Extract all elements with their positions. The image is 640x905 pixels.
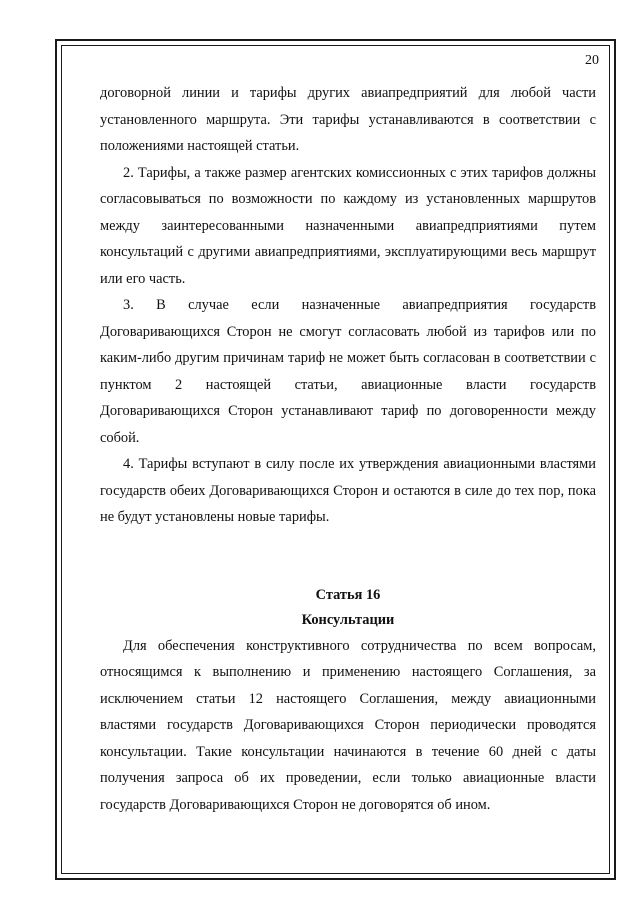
article-title: Статья 16 bbox=[315, 586, 381, 603]
document-body bbox=[100, 80, 596, 818]
paragraph-continuation: договорной линии и тарифы других авиапредприятий для любой части установленного маршрута. Эти тарифы устанавливаются в соответствии с положениями настоящей статьи. bbox=[100, 85, 596, 154]
article-body-paragraph: Для обеспечения конструктивного сотрудничества по всем вопросам, относящимся к выполнению и применению настоящего Соглашения, за исключением статьи 12 настоящего Соглашения, между авиационными властями государств Договаривающихся Сторон периодически проводятся консультации. Такие консультации начинаются в течение 60 дней с даты получения запроса об их проведении, если только авиационные власти государств Договаривающихся Сторон не договорятся об ином. bbox=[100, 637, 596, 813]
paragraph-item-4: 4. Тарифы вступают в силу после их утверждения авиационными властями государств обеих Договаривающихся Сторон и остаются в силе до тех пор, пока не будут установлены новые тарифы. bbox=[100, 456, 596, 525]
page-number: 20 bbox=[585, 53, 599, 68]
paragraph-item-2: 2. Тарифы, а также размер агентских комиссионных с этих тарифов должны согласовываться по возможности по каждому из установленных маршрутов между заинтересованными назначенными авиапредприятиями путем консультаций с другими авиапредприятиями, эксплуатирующими весь маршрут или его часть. bbox=[100, 164, 596, 287]
article-subtitle: Консультации bbox=[301, 611, 395, 628]
paragraph-item-3: 3. В случае если назначенные авиапредприятия государств Договаривающихся Сторон не смогут согласовать любой из тарифов или по каким-либо другим причинам тариф не может быть согласован в соответствии с пунктом 2 настоящей статьи, авиационные власти государств Договаривающихся Сторон устанавливают тариф по договоренности между собой. bbox=[100, 297, 596, 446]
